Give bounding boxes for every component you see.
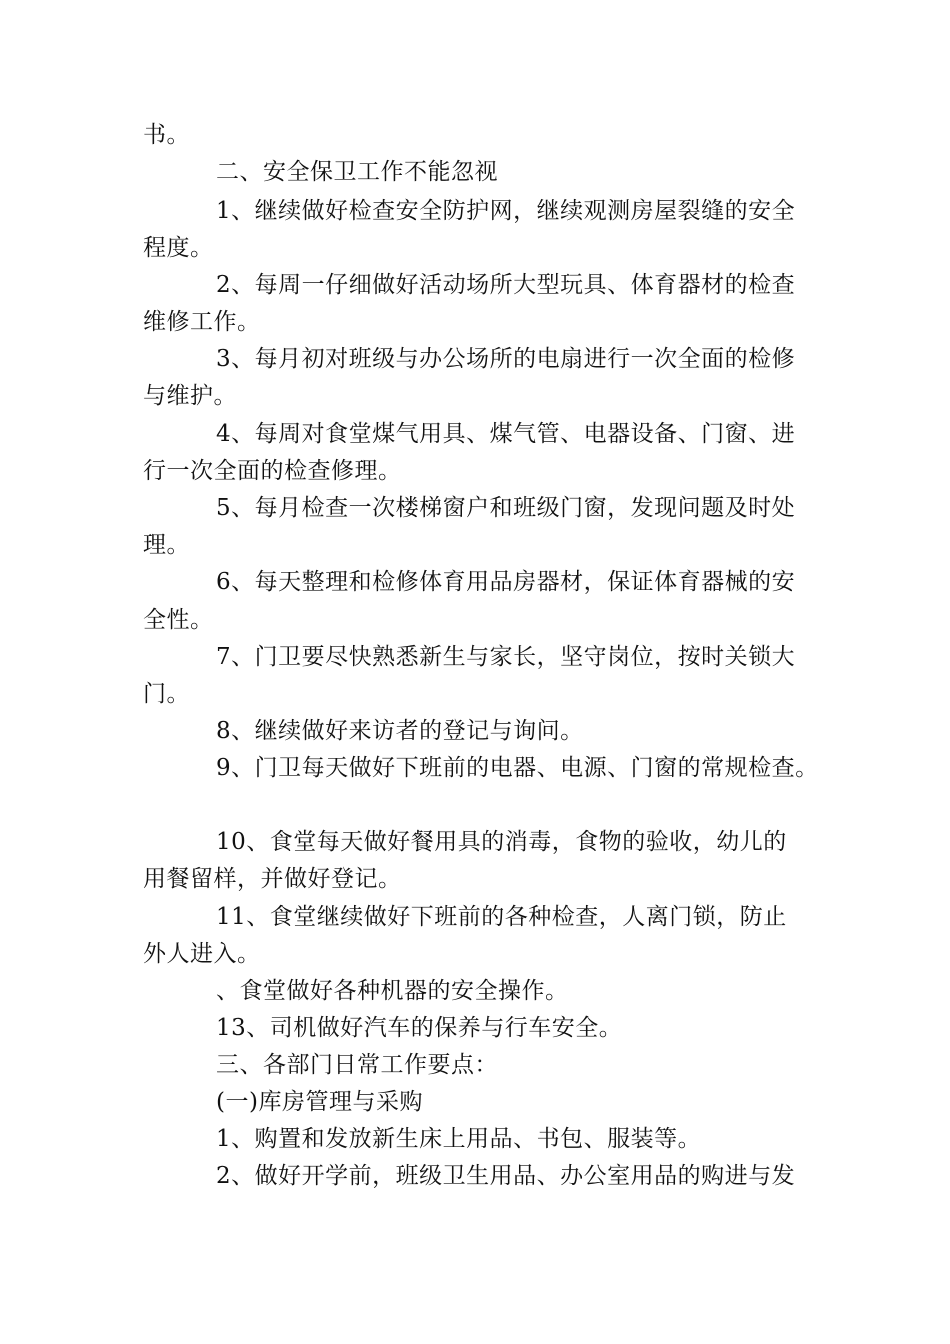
text-line: 8、继续做好来访者的登记与询问。 bbox=[216, 718, 584, 744]
text-line: 理。 bbox=[143, 532, 190, 558]
text-line: 1、购置和发放新生床上用品、书包、服装等。 bbox=[216, 1126, 702, 1152]
text-line: 13、司机做好汽车的保养与行车安全。 bbox=[216, 1015, 623, 1041]
text-line: 11、食堂继续做好下班前的各种检查，人离门锁，防止 bbox=[216, 904, 787, 930]
text-line: 与维护。 bbox=[143, 383, 237, 409]
text-line: 6、每天整理和检修体育用品房器材，保证体育器械的安 bbox=[216, 569, 796, 595]
text-line: 5、每月检查一次楼梯窗户和班级门窗，发现问题及时处 bbox=[216, 495, 796, 521]
text-line: 10、食堂每天做好餐用具的消毒，食物的验收，幼儿的 bbox=[216, 829, 787, 855]
text-line: 行一次全面的检查修理。 bbox=[143, 458, 402, 484]
text-line: 4、每周对食堂煤气用具、煤气管、电器设备、门窗、进 bbox=[216, 421, 796, 447]
text-line: 书。 bbox=[143, 122, 190, 148]
text-line: 2、每周一仔细做好活动场所大型玩具、体育器材的检查 bbox=[216, 272, 796, 298]
text-line: 门。 bbox=[143, 681, 190, 707]
text-line: 维修工作。 bbox=[143, 309, 261, 335]
text-line: 、食堂做好各种机器的安全操作。 bbox=[216, 978, 569, 1004]
section-heading: 三、各部门日常工作要点： bbox=[216, 1052, 498, 1078]
text-line: 7、门卫要尽快熟悉新生与家长，坚守岗位，按时关锁大 bbox=[216, 644, 796, 670]
text-line: 全性。 bbox=[143, 607, 214, 633]
text-line: 3、每月初对班级与办公场所的电扇进行一次全面的检修 bbox=[216, 346, 796, 372]
text-line: 9、门卫每天做好下班前的电器、电源、门窗的常规检查。 bbox=[216, 755, 819, 781]
text-line: 2、做好开学前，班级卫生用品、办公室用品的购进与发 bbox=[216, 1163, 796, 1189]
subsection-heading: (一)库房管理与采购 bbox=[216, 1089, 423, 1115]
text-line: 1、继续做好检查安全防护网，继续观测房屋裂缝的安全 bbox=[216, 198, 796, 224]
text-line: 外人进入。 bbox=[143, 941, 261, 967]
text-line: 用餐留样，并做好登记。 bbox=[143, 866, 402, 892]
text-line: 程度。 bbox=[143, 235, 214, 261]
section-heading: 二、安全保卫工作不能忽视 bbox=[216, 159, 498, 185]
